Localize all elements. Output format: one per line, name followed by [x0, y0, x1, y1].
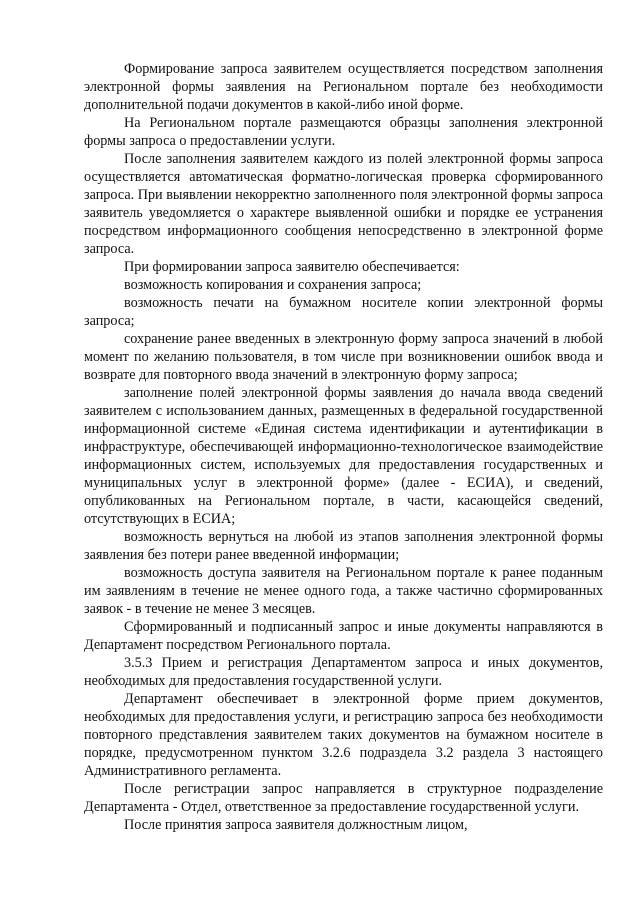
paragraph-12: 3.5.3 Прием и регистрация Департаментом запроса и иных документов, необходимых для предоставления государственной услуги. [84, 655, 603, 689]
paragraph-13: Департамент обеспечивает в электронной форме прием документов, необходимых для предоставления услуги, и регистрацию запроса без необходимости повторного представления заявителем таких документов на бумажном носителе в порядке, предусмотренном пунктом 3.2.6 подраздела 3.2 раздела 3 настоящего Административного регламента. [84, 691, 603, 779]
paragraph-14: После регистрации запрос направляется в структурное подразделение Департамента - Отдел, ответственное за предоставление государственной услуги. [84, 781, 603, 815]
paragraph-6: возможность печати на бумажном носителе копии электронной формы запроса; [84, 295, 603, 329]
paragraph-7: сохранение ранее введенных в электронную форму запроса значений в любой момент по желанию пользователя, в том числе при возникновении ошибок ввода и возврате для повторного ввода значений в электронную форму запроса; [84, 331, 603, 383]
paragraph-10: возможность доступа заявителя на Региональном портале к ранее поданным им заявлениям в течение не менее одного года, а также частично сформированных заявок - в течение не менее 3 месяцев. [84, 565, 603, 617]
paragraph-2: На Региональном портале размещаются образцы заполнения электронной формы запроса о предоставлении услуги. [84, 115, 603, 149]
paragraph-4: При формировании запроса заявителю обеспечивается: [124, 259, 460, 275]
paragraph-3: После заполнения заявителем каждого из полей электронной формы запроса осуществляется автоматическая форматно-логическая проверка сформированного запроса. При выявлении некорректно заполненного поля электронной формы запроса заявитель уведомляется о характере выявленной ошибки и порядке ее устранения посредством информационного сообщения непосредственно в электронной форме запроса. [84, 151, 603, 257]
paragraph-11: Сформированный и подписанный запрос и иные документы направляются в Департамент посредством Регионального портала. [84, 619, 603, 653]
paragraph-8: заполнение полей электронной формы заявления до начала ввода сведений заявителем с использованием данных, размещенных в федеральной государственной информационной системе «Единая система идентификации и аутентификации в инфраструктуре, обеспечивающей информационно-технологическое взаимодействие информационных систем, используемых для предоставления государственных и муниципальных услуг в электронной форме» (далее - ЕСИА), и сведений, опубликованных на Региональном портале, в части, касающейся сведений, отсутствующих в ЕСИА; [84, 385, 603, 527]
paragraph-1: Формирование запроса заявителем осуществляется посредством заполнения электронной формы заявления на Региональном портале без необходимости дополнительной подачи документов в какой-либо иной форме. [84, 61, 603, 113]
paragraph-9: возможность вернуться на любой из этапов заполнения электронной формы заявления без потери ранее введенной информации; [84, 529, 603, 563]
paragraph-15: После принятия запроса заявителя должностным лицом, [124, 817, 468, 833]
paragraph-5: возможность копирования и сохранения запроса; [124, 277, 422, 293]
